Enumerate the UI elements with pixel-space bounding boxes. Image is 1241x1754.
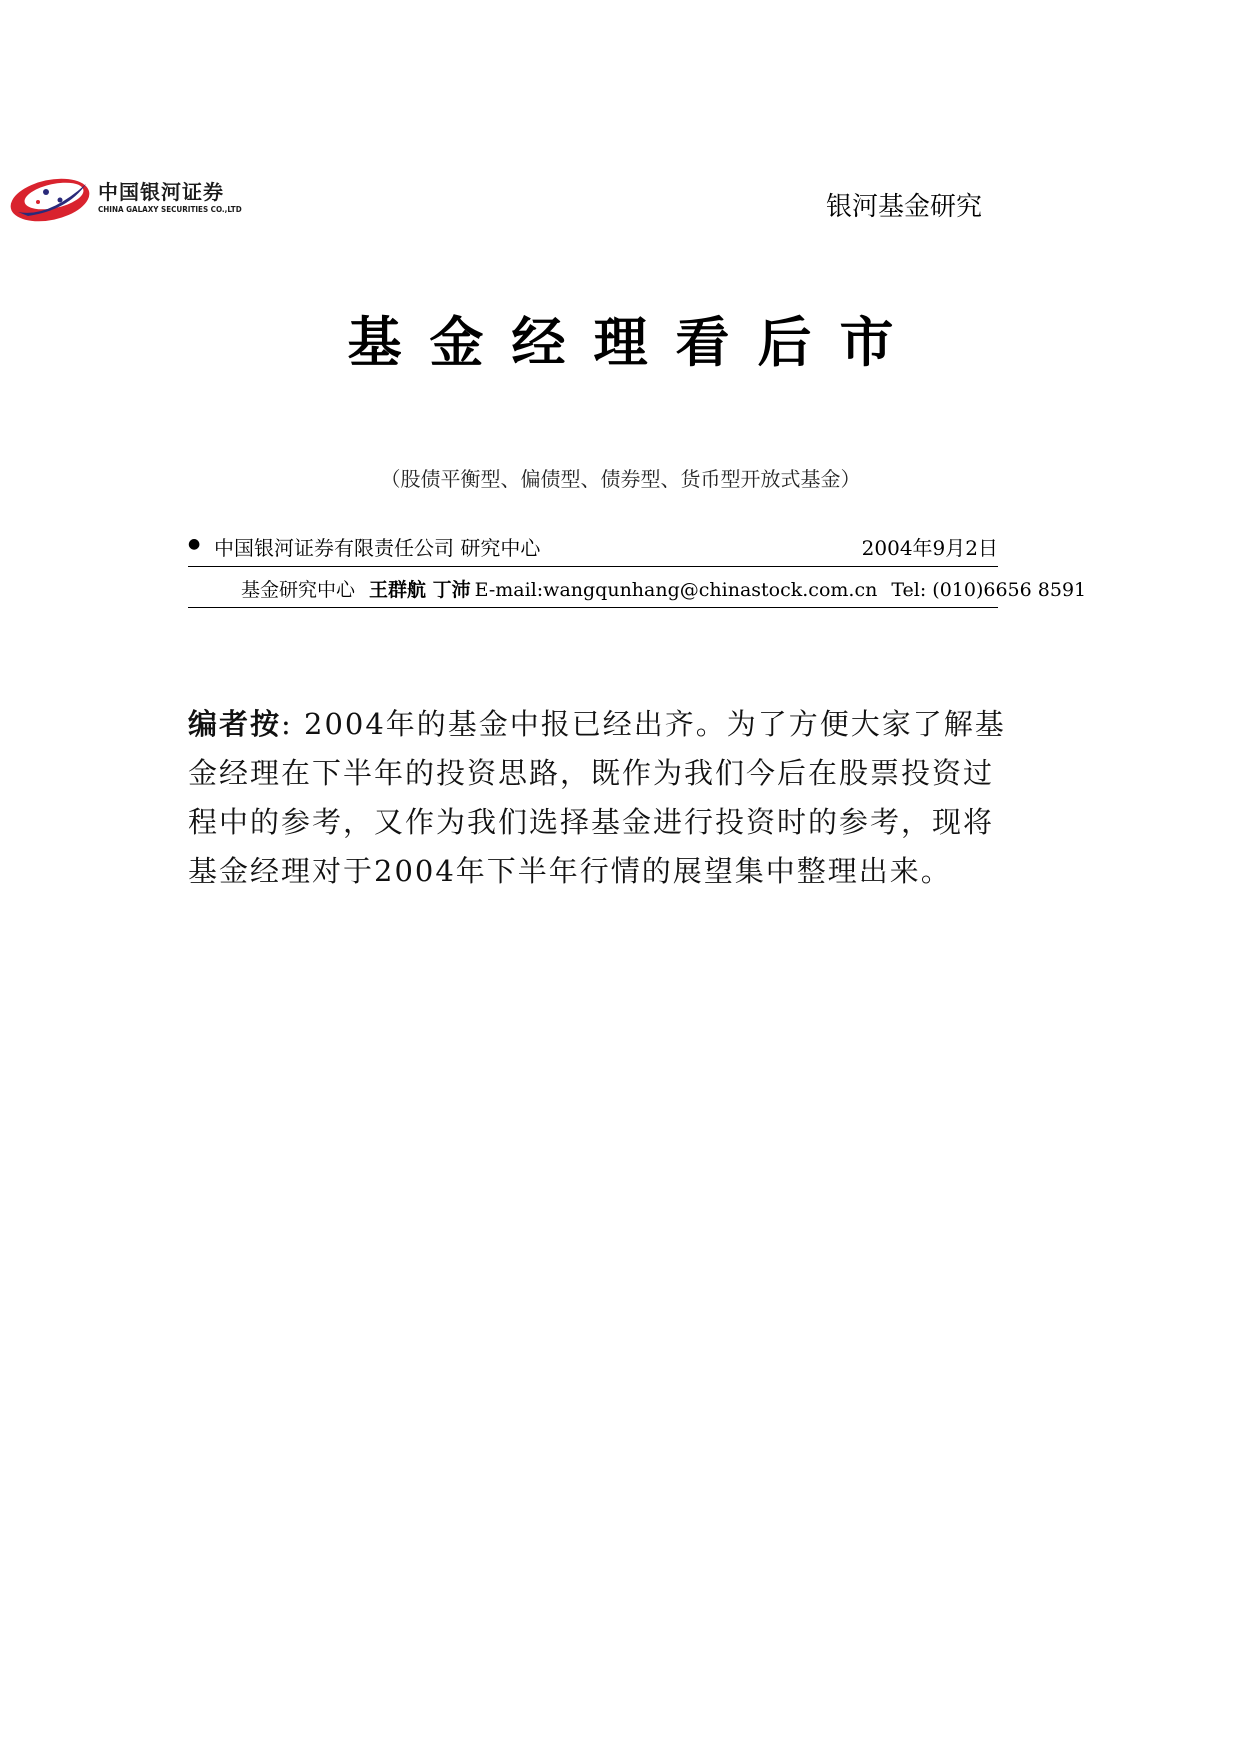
logo-chinese-name: 中国银河证券 [98,180,224,204]
series-title: 银河基金研究 [826,192,983,222]
editor-note-label: 编者按 [188,707,282,741]
department-name: 基金研究中心 [241,579,356,601]
company-logo [8,170,248,230]
galaxy-logo-icon [8,170,94,226]
organization-name: 中国银河证券有限责任公司 研究中心 [214,536,541,560]
logo-english-name: CHINA GALAXY SECURITIES CO.,LTD [98,205,242,214]
publish-date: 2004年9月2日 [861,536,998,560]
bullet-icon: ● [188,536,201,552]
divider-bottom [188,607,998,608]
author-tel: Tel: (010)6656 8591 [891,579,1087,601]
editor-note [188,700,1023,896]
author-line [241,575,1086,602]
divider-top [188,566,998,567]
author-email: E-mail:wangqunhang@chinastock.com.cn [474,579,878,601]
org-line [188,532,998,562]
document-subtitle: （股债平衡型、偏债型、债券型、货币型开放式基金） [380,467,861,491]
editor-note-text: : 2004年的基金中报已经出齐。为了方便大家了解基金经理在下半年的投资思路，既作为我们今后在股票投资过程中的参考，又作为我们选择基金进行投资时的参考，现将基金经理对于2004年下半年行情的展望集中整理出来。 [188,707,1006,888]
author-names: 王群航 丁沛 [369,579,471,601]
document-title: 基金经理看后市 [347,311,922,374]
